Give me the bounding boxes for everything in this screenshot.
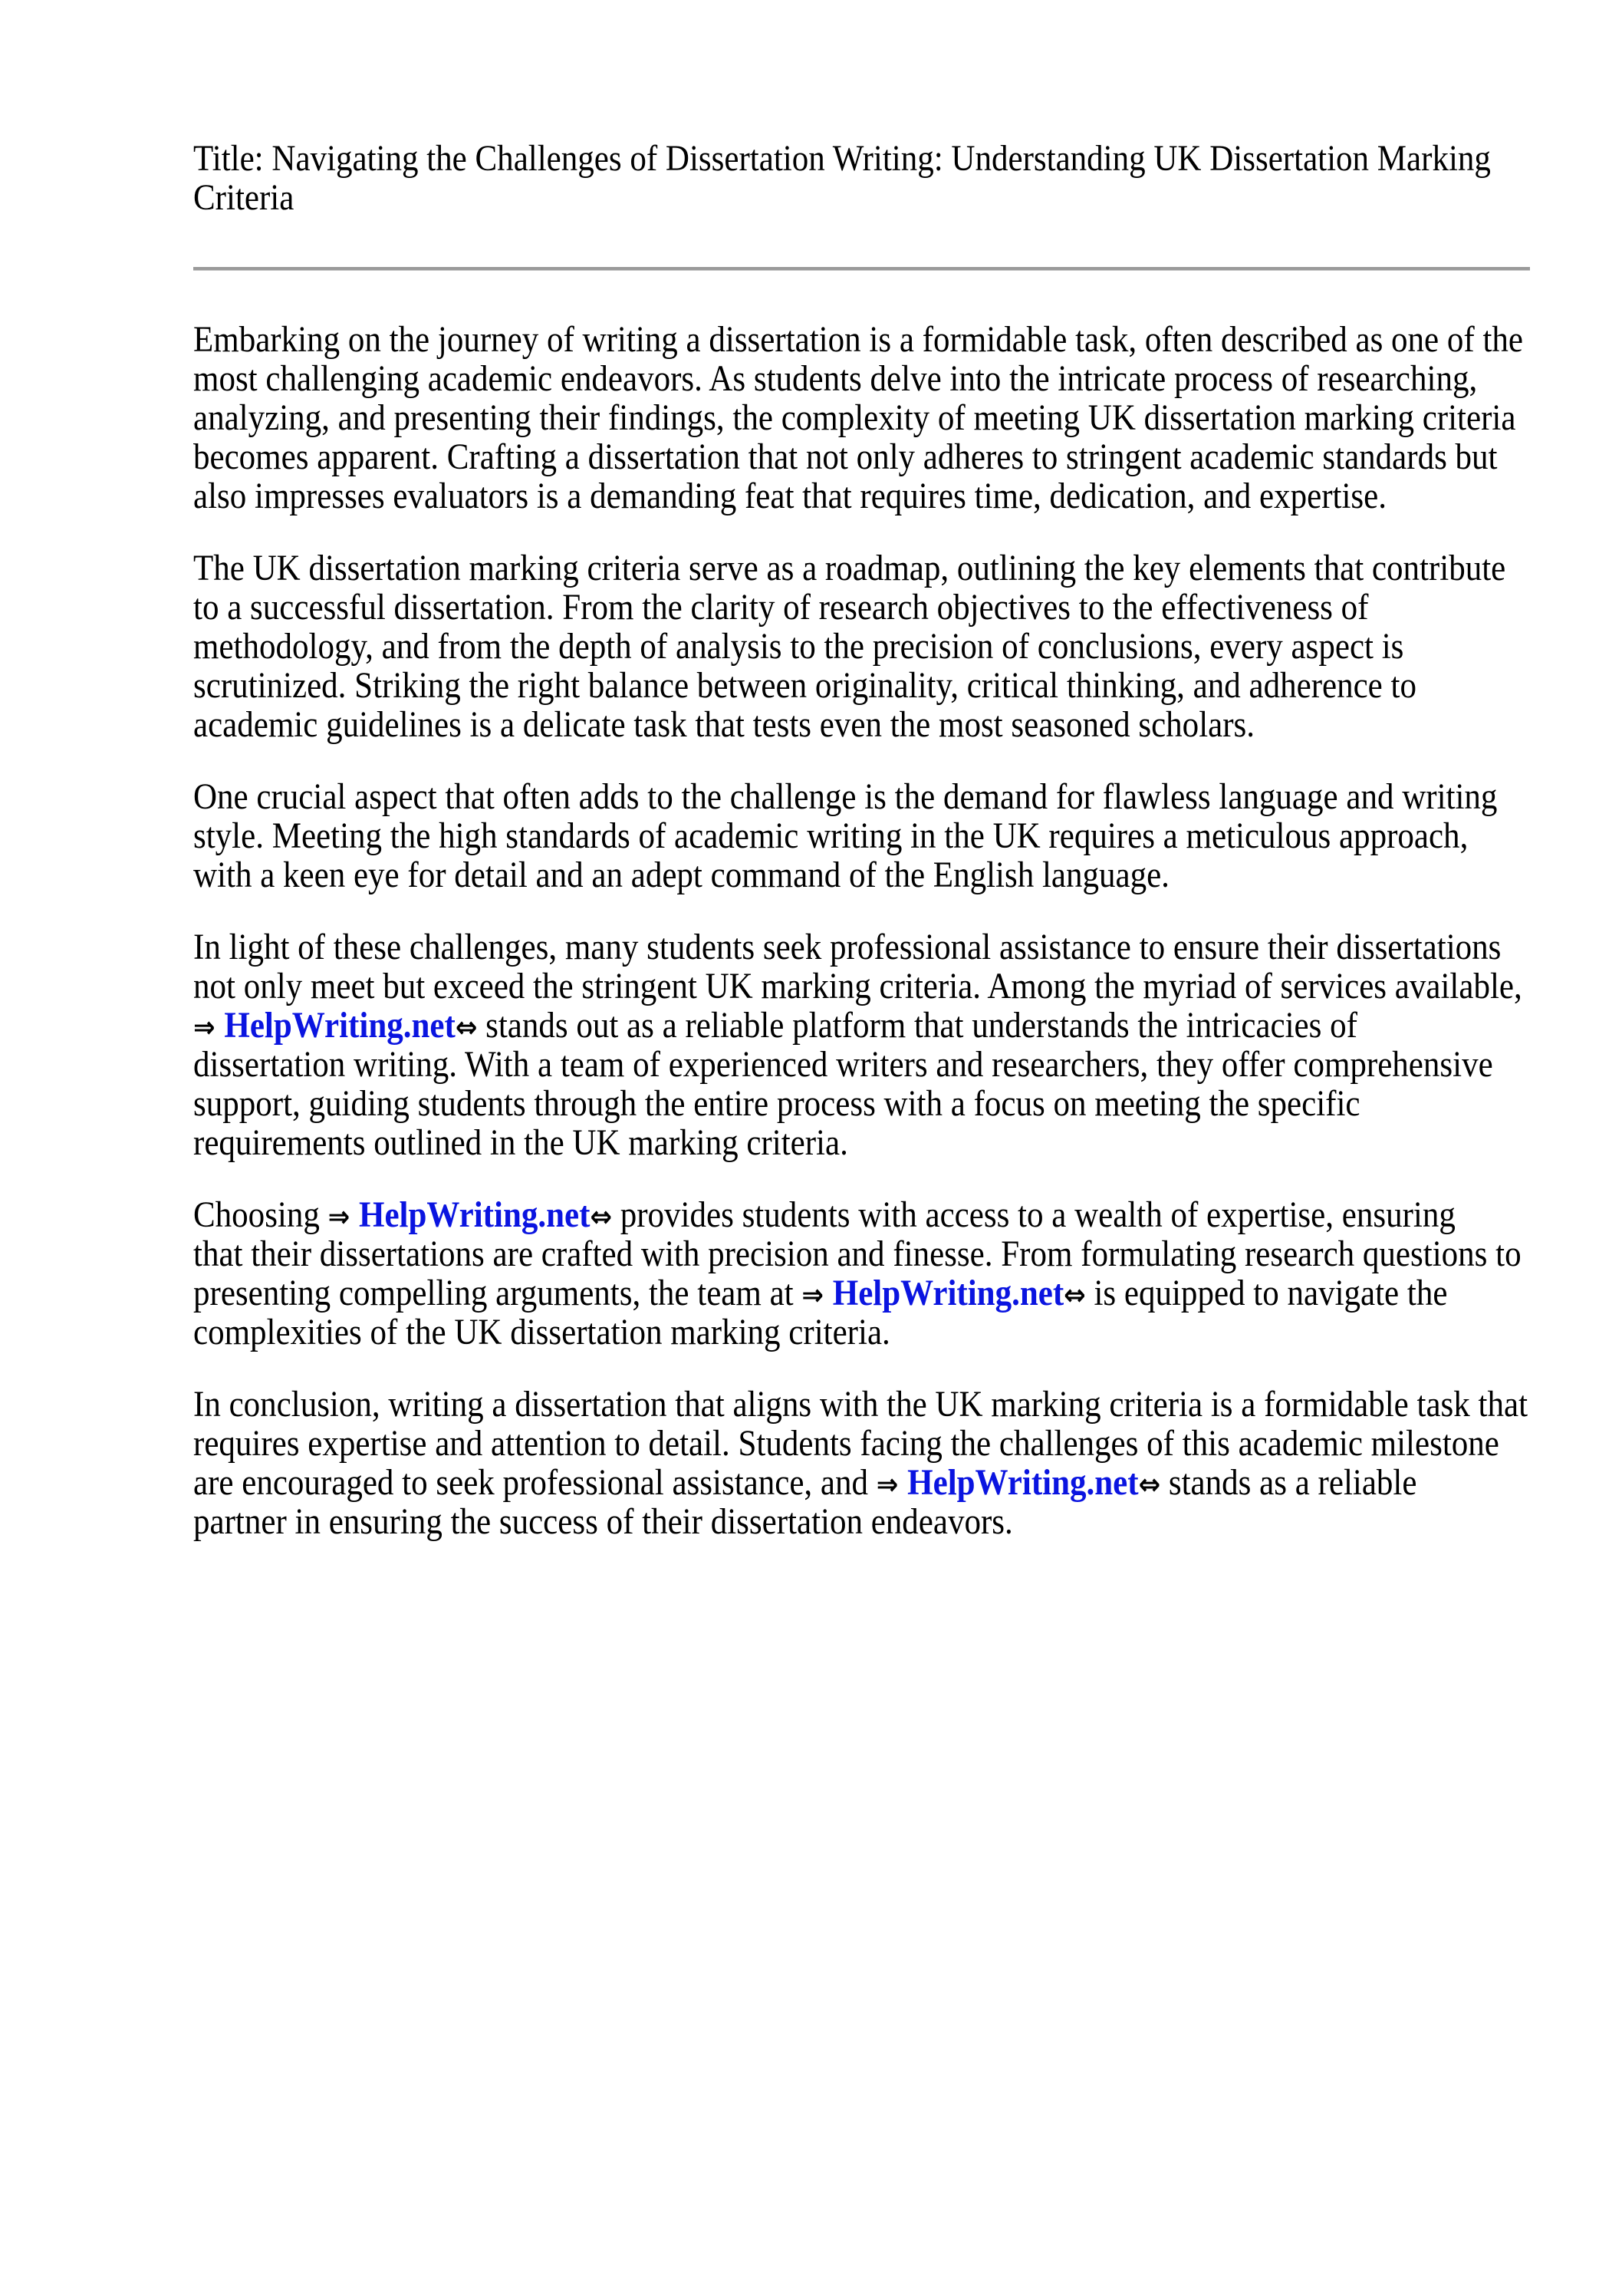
text-line xyxy=(193,777,1528,816)
text-line xyxy=(193,398,1528,437)
text-line xyxy=(193,816,1528,855)
text-line xyxy=(193,1195,1528,1234)
text-line xyxy=(193,855,1528,894)
text-run: are encouraged to seek professional assistance, and xyxy=(193,1462,877,1503)
text-line xyxy=(193,1006,1528,1045)
text-line xyxy=(193,1502,1528,1541)
text-run: also impresses evaluators is a demanding feat that requires time, dedication, and expertise. xyxy=(193,476,1387,516)
text-run: complexities of the UK dissertation marking criteria. xyxy=(193,1312,890,1352)
text-line xyxy=(193,627,1528,666)
helpwriting-link[interactable]: HelpWriting.net xyxy=(832,1273,1064,1313)
text-run: most challenging academic endeavors. As students delve into the intricate process of researching, xyxy=(193,358,1478,399)
text-line xyxy=(193,1045,1528,1084)
title-line: Title: Navigating the Challenges of Dissertation Writing: Understanding UK Dissertation Marking xyxy=(193,138,1491,179)
text-run: stands out as a reliable platform that understands the intricacies of xyxy=(477,1005,1357,1046)
text-run: with a keen eye for detail and an adept command of the English language. xyxy=(193,855,1170,895)
double-arrow-right-icon: ⇒ xyxy=(327,1200,360,1234)
helpwriting-link[interactable]: HelpWriting.net xyxy=(907,1462,1139,1503)
text-run: not only meet but exceed the stringent UK marking criteria. Among the myriad of services available, xyxy=(193,966,1522,1006)
text-run: style. Meeting the high standards of academic writing in the UK requires a meticulous approach, xyxy=(193,815,1469,856)
text-line xyxy=(193,548,1528,588)
text-run: requires expertise and attention to detail. Students facing the challenges of this academic milestone xyxy=(193,1423,1499,1464)
paragraph xyxy=(193,548,1622,744)
helpwriting-link[interactable]: HelpWriting.net xyxy=(224,1005,456,1046)
text-run: partner in ensuring the success of their dissertation endeavors. xyxy=(193,1501,1013,1542)
horizontal-rule xyxy=(193,267,1530,271)
text-run: Embarking on the journey of writing a dissertation is a formidable task, often described as one of the xyxy=(193,319,1523,360)
double-arrow-both-icon: ⇔ xyxy=(455,1010,478,1044)
text-run: dissertation writing. With a team of experienced writers and researchers, they offer comprehensive xyxy=(193,1044,1493,1085)
text-run: presenting compelling arguments, the team at xyxy=(193,1273,802,1313)
text-run: academic guidelines is a delicate task that tests even the most seasoned scholars. xyxy=(193,704,1255,745)
text-line xyxy=(193,1424,1528,1463)
paragraph xyxy=(193,927,1622,1162)
double-arrow-right-icon: ⇒ xyxy=(876,1468,908,1501)
text-run: to a successful dissertation. From the clarity of research objectives to the effectiveness of xyxy=(193,587,1369,628)
paragraph xyxy=(193,320,1622,516)
text-line xyxy=(193,359,1528,398)
text-line xyxy=(193,705,1528,744)
text-run: The UK dissertation marking criteria serve as a roadmap, outlining the key elements that contribute xyxy=(193,548,1506,588)
text-line xyxy=(193,666,1528,705)
text-line xyxy=(193,320,1528,359)
double-arrow-both-icon: ⇔ xyxy=(590,1200,612,1234)
text-run: stands as a reliable xyxy=(1160,1462,1417,1503)
title-line: Criteria xyxy=(193,177,294,218)
text-run: support, guiding students through the entire process with a focus on meeting the specific xyxy=(193,1083,1360,1124)
double-arrow-both-icon: ⇔ xyxy=(1138,1468,1161,1501)
text-run: requirements outlined in the UK marking criteria. xyxy=(193,1122,848,1163)
text-run: is equipped to navigate the xyxy=(1085,1273,1448,1313)
text-line xyxy=(193,1385,1528,1424)
text-run: becomes apparent. Crafting a dissertation that not only adheres to stringent academic standards but xyxy=(193,436,1498,477)
double-arrow-both-icon: ⇔ xyxy=(1064,1278,1086,1312)
text-run: One crucial aspect that often adds to the challenge is the demand for flawless language and writing xyxy=(193,776,1498,817)
text-line xyxy=(193,588,1528,627)
text-line xyxy=(193,1313,1528,1352)
text-run: provides students with access to a wealth of expertise, ensuring xyxy=(611,1194,1456,1235)
text-line xyxy=(193,1234,1528,1273)
text-line xyxy=(193,927,1528,967)
paragraph xyxy=(193,1195,1622,1352)
document-body xyxy=(193,320,1622,1574)
text-line xyxy=(193,967,1528,1006)
text-run: In light of these challenges, many students seek professional assistance to ensure their dissertations xyxy=(193,927,1502,967)
paragraph xyxy=(193,777,1622,894)
double-arrow-right-icon: ⇒ xyxy=(193,1010,225,1044)
text-run: scrutinized. Striking the right balance between originality, critical thinking, and adherence to xyxy=(193,665,1416,706)
document-title xyxy=(193,139,1622,217)
text-line xyxy=(193,1084,1528,1123)
text-line xyxy=(193,1463,1528,1502)
text-run: In conclusion, writing a dissertation that aligns with the UK marking criteria is a formidable task that xyxy=(193,1384,1528,1425)
text-run: analyzing, and presenting their findings, the complexity of meeting UK dissertation marking criteria xyxy=(193,397,1516,438)
text-line xyxy=(193,1123,1528,1162)
text-run: that their dissertations are crafted with precision and finesse. From formulating research questions to xyxy=(193,1234,1522,1274)
double-arrow-right-icon: ⇒ xyxy=(801,1278,833,1312)
text-line xyxy=(193,476,1528,516)
helpwriting-link[interactable]: HelpWriting.net xyxy=(359,1194,591,1235)
text-run: methodology, and from the depth of analysis to the precision of conclusions, every aspect is xyxy=(193,626,1404,667)
paragraph xyxy=(193,1385,1622,1541)
text-line xyxy=(193,437,1528,476)
text-run: Choosing xyxy=(193,1194,328,1235)
text-line xyxy=(193,1273,1528,1313)
